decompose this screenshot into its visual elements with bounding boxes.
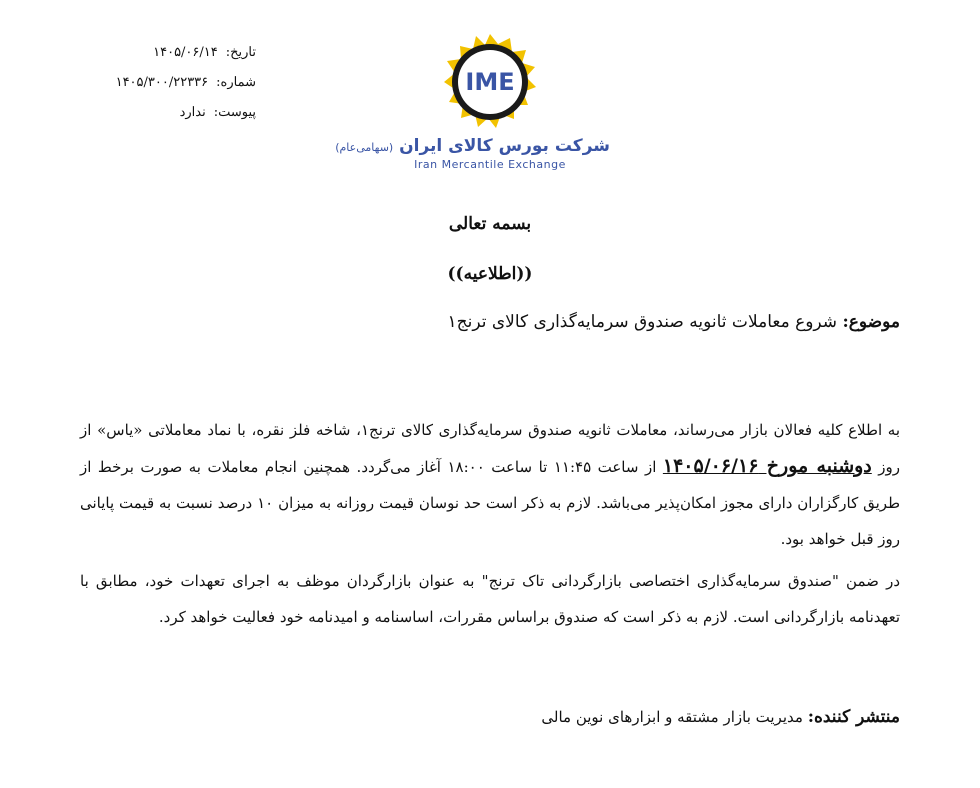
emblem-text: IME [465, 68, 515, 96]
date-value: ۱۴۰۵/۰۶/۱۴ [153, 45, 218, 60]
body-paragraph-2: در ضمن "صندوق سرمایه‌گذاری اختصاصی بازارگردانی تاک ترنج" به عنوان بازارگردان موظف به اجرای تعهدات خود، مطابق با تعهدنامه بازارگردانی است. لازم به ذکر است که صندوق براساس مقررات، اساسنامه و امیدنامه خود فعالیت خواهد کرد. [80, 572, 900, 626]
company-name-fa [335, 136, 610, 156]
attachment-value: ندارد [179, 105, 206, 120]
attachment-row [96, 98, 256, 128]
number-row [96, 68, 256, 98]
notice-body [80, 412, 900, 641]
date-row [96, 38, 256, 68]
number-value: ۱۴۰۵/۳۰۰/۲۲۳۳۶ [115, 75, 209, 90]
attachment-label: پیوست: [213, 105, 256, 120]
ime-logo [335, 32, 610, 182]
publisher-text: مدیریت بازار مشتقه و ابزارهای نوین مالی [541, 708, 803, 726]
number-label: شماره: [216, 75, 256, 90]
company-name-fa-suffix: (سهامی‌عام) [335, 141, 394, 154]
bismillah-heading: بسمه تعالی [448, 214, 532, 234]
body-p1-part-a: به اطلاع کلیه فعالان بازار می‌رساند، معاملات ثانویه صندوق سرمایه‌گذاری کالای ترنج۱، شاخه فلز نقره، با نماد معاملاتی «یاس» از روز [80, 421, 901, 476]
subject-label: موضوع: [842, 312, 900, 332]
subject-text: شروع معاملات ثانویه صندوق سرمایه‌گذاری کالای ترنج۱ [447, 312, 838, 332]
body-p1-part-b: از ساعت ۱۱:۴۵ تا ساعت ۱۸:۰۰ آغاز می‌گردد. همچنین انجام معاملات به صورت برخط از طریق کارگزاران دارای مجوز امکان‌پذیر می‌باشد. لازم به ذکر است حد نوسان قیمت روزانه به میزان ۱۰ درصد نسبت به قیمت پایانی روز قبل خواهد بود. [80, 458, 901, 548]
publisher-label: منتشر کننده: [807, 707, 900, 727]
publisher-line [80, 707, 900, 727]
ime-emblem-icon [440, 32, 540, 132]
company-name-en: Iran Mercantile Exchange [414, 158, 566, 171]
date-label: تاریخ: [225, 45, 256, 60]
letter-meta [96, 38, 256, 128]
trading-start-date: دوشنبه مورخ ۱۴۰۵/۰۶/۱۶ [662, 455, 872, 477]
subject-line [80, 312, 900, 332]
body-paragraph-1 [80, 412, 900, 557]
notice-heading: ((اطلاعیه)) [447, 264, 533, 284]
company-name-fa-main: شرکت بورس کالای ایران [399, 136, 610, 156]
